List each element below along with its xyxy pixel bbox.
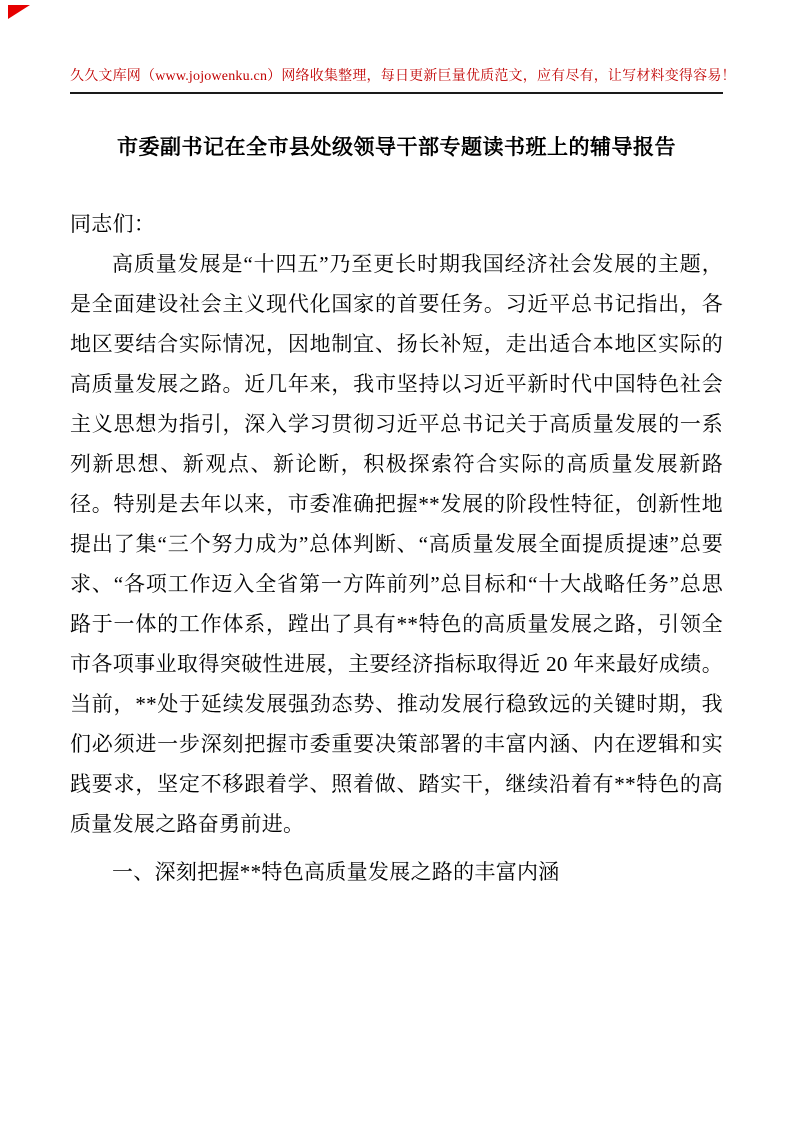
- page-title: 市委副书记在全市县处级领导干部专题读书班上的辅导报告: [117, 135, 676, 159]
- salutation: 同志们：: [70, 212, 156, 236]
- body-paragraph: 高质量发展是“十四五”乃至更长时期我国经济社会发展的主题，是全面建设社会主义现代化国家的首要任务。习近平总书记指出，各地区要结合实际情况，因地制宜、扬长补短，走出适合本地区实际的高质量发展之路。近几年来，我市坚持以习近平新时代中国特色社会主义思想为指引，深入学习贯彻习近平总书记关于高质量发展的一系列新思想、新观点、新论断，积极探索符合实际的高质量发展新路径。特别是去年以来，市委准确把握**发展的阶段性特征，创新性地提出了集“三个努力成为”总体判断、“高质量发展全面提质提速”总要求、“各项工作迈入全省第一方阵前列”总目标和“十大战略任务”总思路于一体的工作体系，蹚出了具有**特色的高质量发展之路，引领全市各项事业取得突破性进展，主要经济指标取得近 20 年来最好成绩。当前，**处于延续发展强劲态势、推动发展行稳致远的关键时期，我们必须进一步深刻把握市委重要决策部署的丰富内涵、内在逻辑和实践要求，坚定不移跟着学、照着做、踏实干，继续沿着有**特色的高质量发展之路奋勇前进。: [70, 252, 723, 836]
- watermark-text: 久久文库网（www.jojowenku.cn）网络收集整理，每日更新巨量优质范文，应有尽有，让写材料变得容易！: [70, 69, 736, 84]
- red-corner-triangle-icon: [8, 5, 30, 19]
- document-body: [70, 204, 723, 892]
- section-heading: 一、深刻把握**特色高质量发展之路的丰富内涵: [112, 860, 560, 884]
- watermark-header: [70, 68, 736, 94]
